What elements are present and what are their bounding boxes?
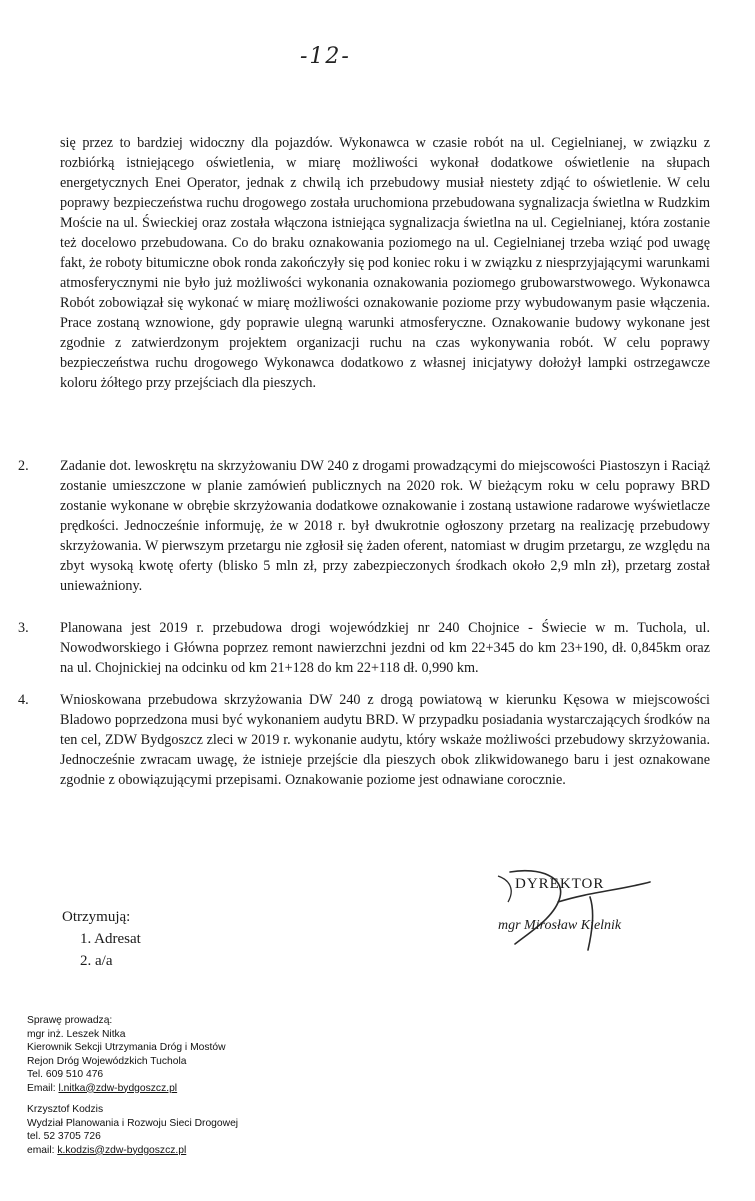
- list-item-text: Wnioskowana przebudowa skrzyżowania DW 240 z drogą powiatową w kierunku Kęsowa w miejscowości Bladowo poprzedzona musi być wykonaniem audytu BRD. W przypadku posiadania wystarczających środków na ten cel, ZDW Bydgoszcz zleci w 2019 r. wykonanie audytu, który wskaże możliwości przebudowy skrzyżowania. Jednocześnie zwracam uwagę, że istnieje przejście dla pieszych obok zlikwidowanego baru i jest oznakowane zgodnie z obowiązującymi przepisami. Oznakowanie poziome jest odnawiane corocznie.: [60, 692, 710, 788]
- signature-title: DYREKTOR: [515, 876, 605, 892]
- list-item-number: 3.: [18, 620, 29, 636]
- contact-name: mgr inż. Leszek Nitka: [27, 1028, 126, 1040]
- contact-phone: tel. 52 3705 726: [27, 1131, 101, 1142]
- list-item-number: 4.: [18, 692, 29, 708]
- contact-role: Kierownik Sekcji Utrzymania Dróg i Mostów: [27, 1042, 226, 1053]
- contact-heading: Sprawę prowadzą:: [27, 1015, 113, 1026]
- contact-unit: Wydział Planowania i Rozwoju Sieci Drogowej: [27, 1117, 239, 1129]
- list-item-text: Zadanie dot. lewoskrętu na skrzyżowaniu DW 240 z drogami prowadzącymi do miejscowości Piastoszyn i Raciąż zostanie umieszczone w planie zamówień publicznych na 2020 rok. W bieżącym roku w celu poprawy BRD zostanie wykonane w obrębie skrzyżowania dodatkowe oznakowanie i zostaną ustawione radarowe wyświetlacze prędkości. Jednocześnie informuję, że w 2018 r. był dwukrotnie ogłoszony przetarg na realizację przebudowy skrzyżowania. W pierwszym przetargu nie zgłosił się żaden oferent, natomiast w drugim przetargu, ze względu na zbyt wysoką kwotę oferty (blisko 5 mln zł, przy zabezpieczonych środkach około 2,9 mln zł), przetarg został unieważniony.: [60, 458, 710, 594]
- recipients-label: Otrzymują:: [62, 909, 131, 925]
- contact-name: Krzysztof Kodzis: [27, 1104, 104, 1115]
- contact-email-label: email:: [27, 1144, 58, 1156]
- contact-email-line: [27, 1144, 238, 1158]
- contact-phone: Tel. 609 510 476: [27, 1069, 104, 1080]
- contact-block: [27, 1103, 238, 1157]
- contact-email-label: Email:: [27, 1082, 59, 1094]
- recipient-item: 2. a/a: [80, 953, 113, 969]
- list-item-text: Planowana jest 2019 r. przebudowa drogi wojewódzkiej nr 240 Chojnice - Świecie w m. Tuchola, ul. Nowodworskiego i Główna poprzez remont nawierzchni jezdni od km 22+345 do km 23+190, dł. 0,845km oraz na ul. Chojnickiej na odcinku od km 21+128 do km 22+118 dł. 0,990 km.: [60, 620, 710, 676]
- intro-paragraph: się przez to bardziej widoczny dla pojazdów. Wykonawca w czasie robót na ul. Cegielnianej, w związku z rozbiórką istniejącego oświetlenia, w miarę możliwości wykonał dodatkowe oświetlenie na słupach energetycznych Enei Operator, jednak z chwilą ich przebudowy musiał niestety zdjąć to oświetlenie. W celu poprawy bezpieczeństwa ruchu drogowego została uruchomiona przebudowana sygnalizacja świetlna w Rudzkim Moście na ul. Świeckiej oraz została włączona istniejąca sygnalizacja świetlna na ul. Cegielnianej, która zostanie też docelowo przebudowana. Co do braku oznakowania poziomego na ul. Cegielnianej trzeba wziąć pod uwagę fakt, że roboty bitumiczne obok ronda zakończyły się pod koniec roku i w związku z niesprzyjającymi warunkami atmosferycznymi nie było już możliwości wykonania oznakowania poziomego grubowarstwowego. Wykonawca Robót zobowiązał się wykonać w miarę możliwości oznakowanie poziome przy wybudowanym pasie włączenia. Prace zostaną wznowione, gdy poprawie ulegną warunki atmosferyczne. Oznakowanie budowy wykonane jest zgodnie z zatwierdzonym projektem organizacji ruchu na czas wykonywania robót. W celu poprawy bezpieczeństwa ruchu drogowego Wykonawca dodatkowo z własnej inicjatywy dołożył lampki ostrzegawcze koloru żółtego przy przejściach dla pieszych.: [60, 135, 710, 391]
- signature-name: mgr Mirosław Kielnik: [498, 918, 622, 933]
- contact-block: [27, 1014, 226, 1095]
- contact-email-link[interactable]: k.kodzis@zdw-bydgoszcz.pl: [57, 1144, 187, 1156]
- list-item-number: 2.: [18, 458, 29, 474]
- page-number: -12-: [300, 44, 351, 69]
- contact-email-line: [27, 1082, 226, 1096]
- contact-email-link[interactable]: l.nitka@zdw-bydgoszcz.pl: [58, 1082, 178, 1094]
- recipient-item: 1. Adresat: [80, 931, 141, 947]
- contact-unit: Rejon Dróg Wojewódzkich Tuchola: [27, 1055, 187, 1067]
